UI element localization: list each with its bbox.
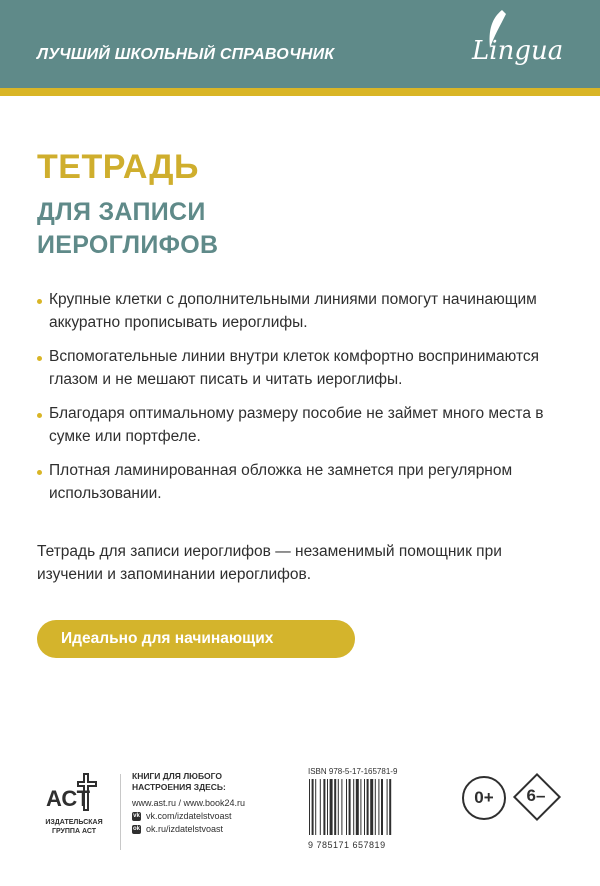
barcode-icon xyxy=(308,779,418,835)
grade-badge xyxy=(516,776,556,816)
feature-text: Крупные клетки с дополнительными линиями помогут начинающим аккуратно прописывать иероглифы. xyxy=(49,291,537,331)
age-rating-badge xyxy=(462,776,506,820)
isbn-text: ISBN 978-5-17-165781-9 xyxy=(308,767,398,776)
title-line-3: ИЕРОГЛИФОВ xyxy=(37,231,219,259)
bullet-icon xyxy=(37,470,42,475)
ok-link[interactable]: ok.ru/izdatelstvoast xyxy=(146,824,224,834)
feature-item xyxy=(37,460,557,505)
websites-link[interactable]: www.ast.ru / www.book24.ru xyxy=(132,798,246,808)
publisher-name xyxy=(36,818,112,836)
feature-item xyxy=(37,403,557,448)
header-stripe xyxy=(0,88,600,96)
divider xyxy=(120,774,121,850)
vk-link[interactable]: vk.com/izdatelstvoast xyxy=(146,811,232,821)
age-rating-text: 0+ xyxy=(474,788,494,807)
grade-text: 6– xyxy=(526,786,546,805)
feature-item xyxy=(37,289,557,334)
barcode-number: 9 785171 657819 xyxy=(308,840,386,850)
publisher-name-line-1: ИЗДАТЕЛЬСКАЯ xyxy=(45,819,103,826)
title-line-1: ТЕТРАДЬ xyxy=(37,148,199,186)
header-bar xyxy=(0,0,600,88)
summary-text: Тетрадь для записи иероглифов — незаменимый помощник при изучении и запоминании иероглифов. xyxy=(37,543,502,583)
contact-title xyxy=(132,771,245,793)
ast-logo-icon xyxy=(44,770,100,816)
ok-icon: ok xyxy=(132,826,140,832)
feature-text: Вспомогательные линии внутри клеток комфортно воспринимаются глазом и не мешают писать и читать иероглифы. xyxy=(49,348,540,388)
vk-icon: vk xyxy=(133,813,140,819)
feature-text: Благодаря оптимальному размеру пособие не займет много места в сумке или портфеле. xyxy=(49,405,544,445)
series-title: ЛУЧШИЙ ШКОЛЬНЫЙ СПРАВОЧНИК xyxy=(37,46,335,63)
publisher-name-line-2: ГРУППА АСТ xyxy=(52,828,96,835)
ast-logo-text: АСТ xyxy=(46,786,91,811)
feature-item xyxy=(37,346,557,391)
logo-text: Lingua xyxy=(472,36,564,66)
bullet-icon xyxy=(37,356,42,361)
bullet-icon xyxy=(37,413,42,418)
contact-block xyxy=(132,771,245,836)
feature-text: Плотная ламинированная обложка не замнется при регулярном использовании. xyxy=(49,462,513,502)
bullet-icon xyxy=(37,299,42,304)
barcode-block xyxy=(308,767,426,851)
ok-row xyxy=(132,823,245,836)
contact-title-line-2: НАСТРОЕНИЯ ЗДЕСЬ: xyxy=(132,782,226,792)
beginner-badge: Идеально для начинающих xyxy=(37,620,355,658)
websites-row xyxy=(132,797,245,810)
lingua-logo xyxy=(472,8,582,80)
title-line-2: ДЛЯ ЗАПИСИ xyxy=(37,198,206,226)
vk-row xyxy=(132,810,245,823)
contact-title-line-1: КНИГИ ДЛЯ ЛЮБОГО xyxy=(132,771,222,781)
title-subtitle xyxy=(37,196,218,262)
feature-list xyxy=(37,289,557,517)
